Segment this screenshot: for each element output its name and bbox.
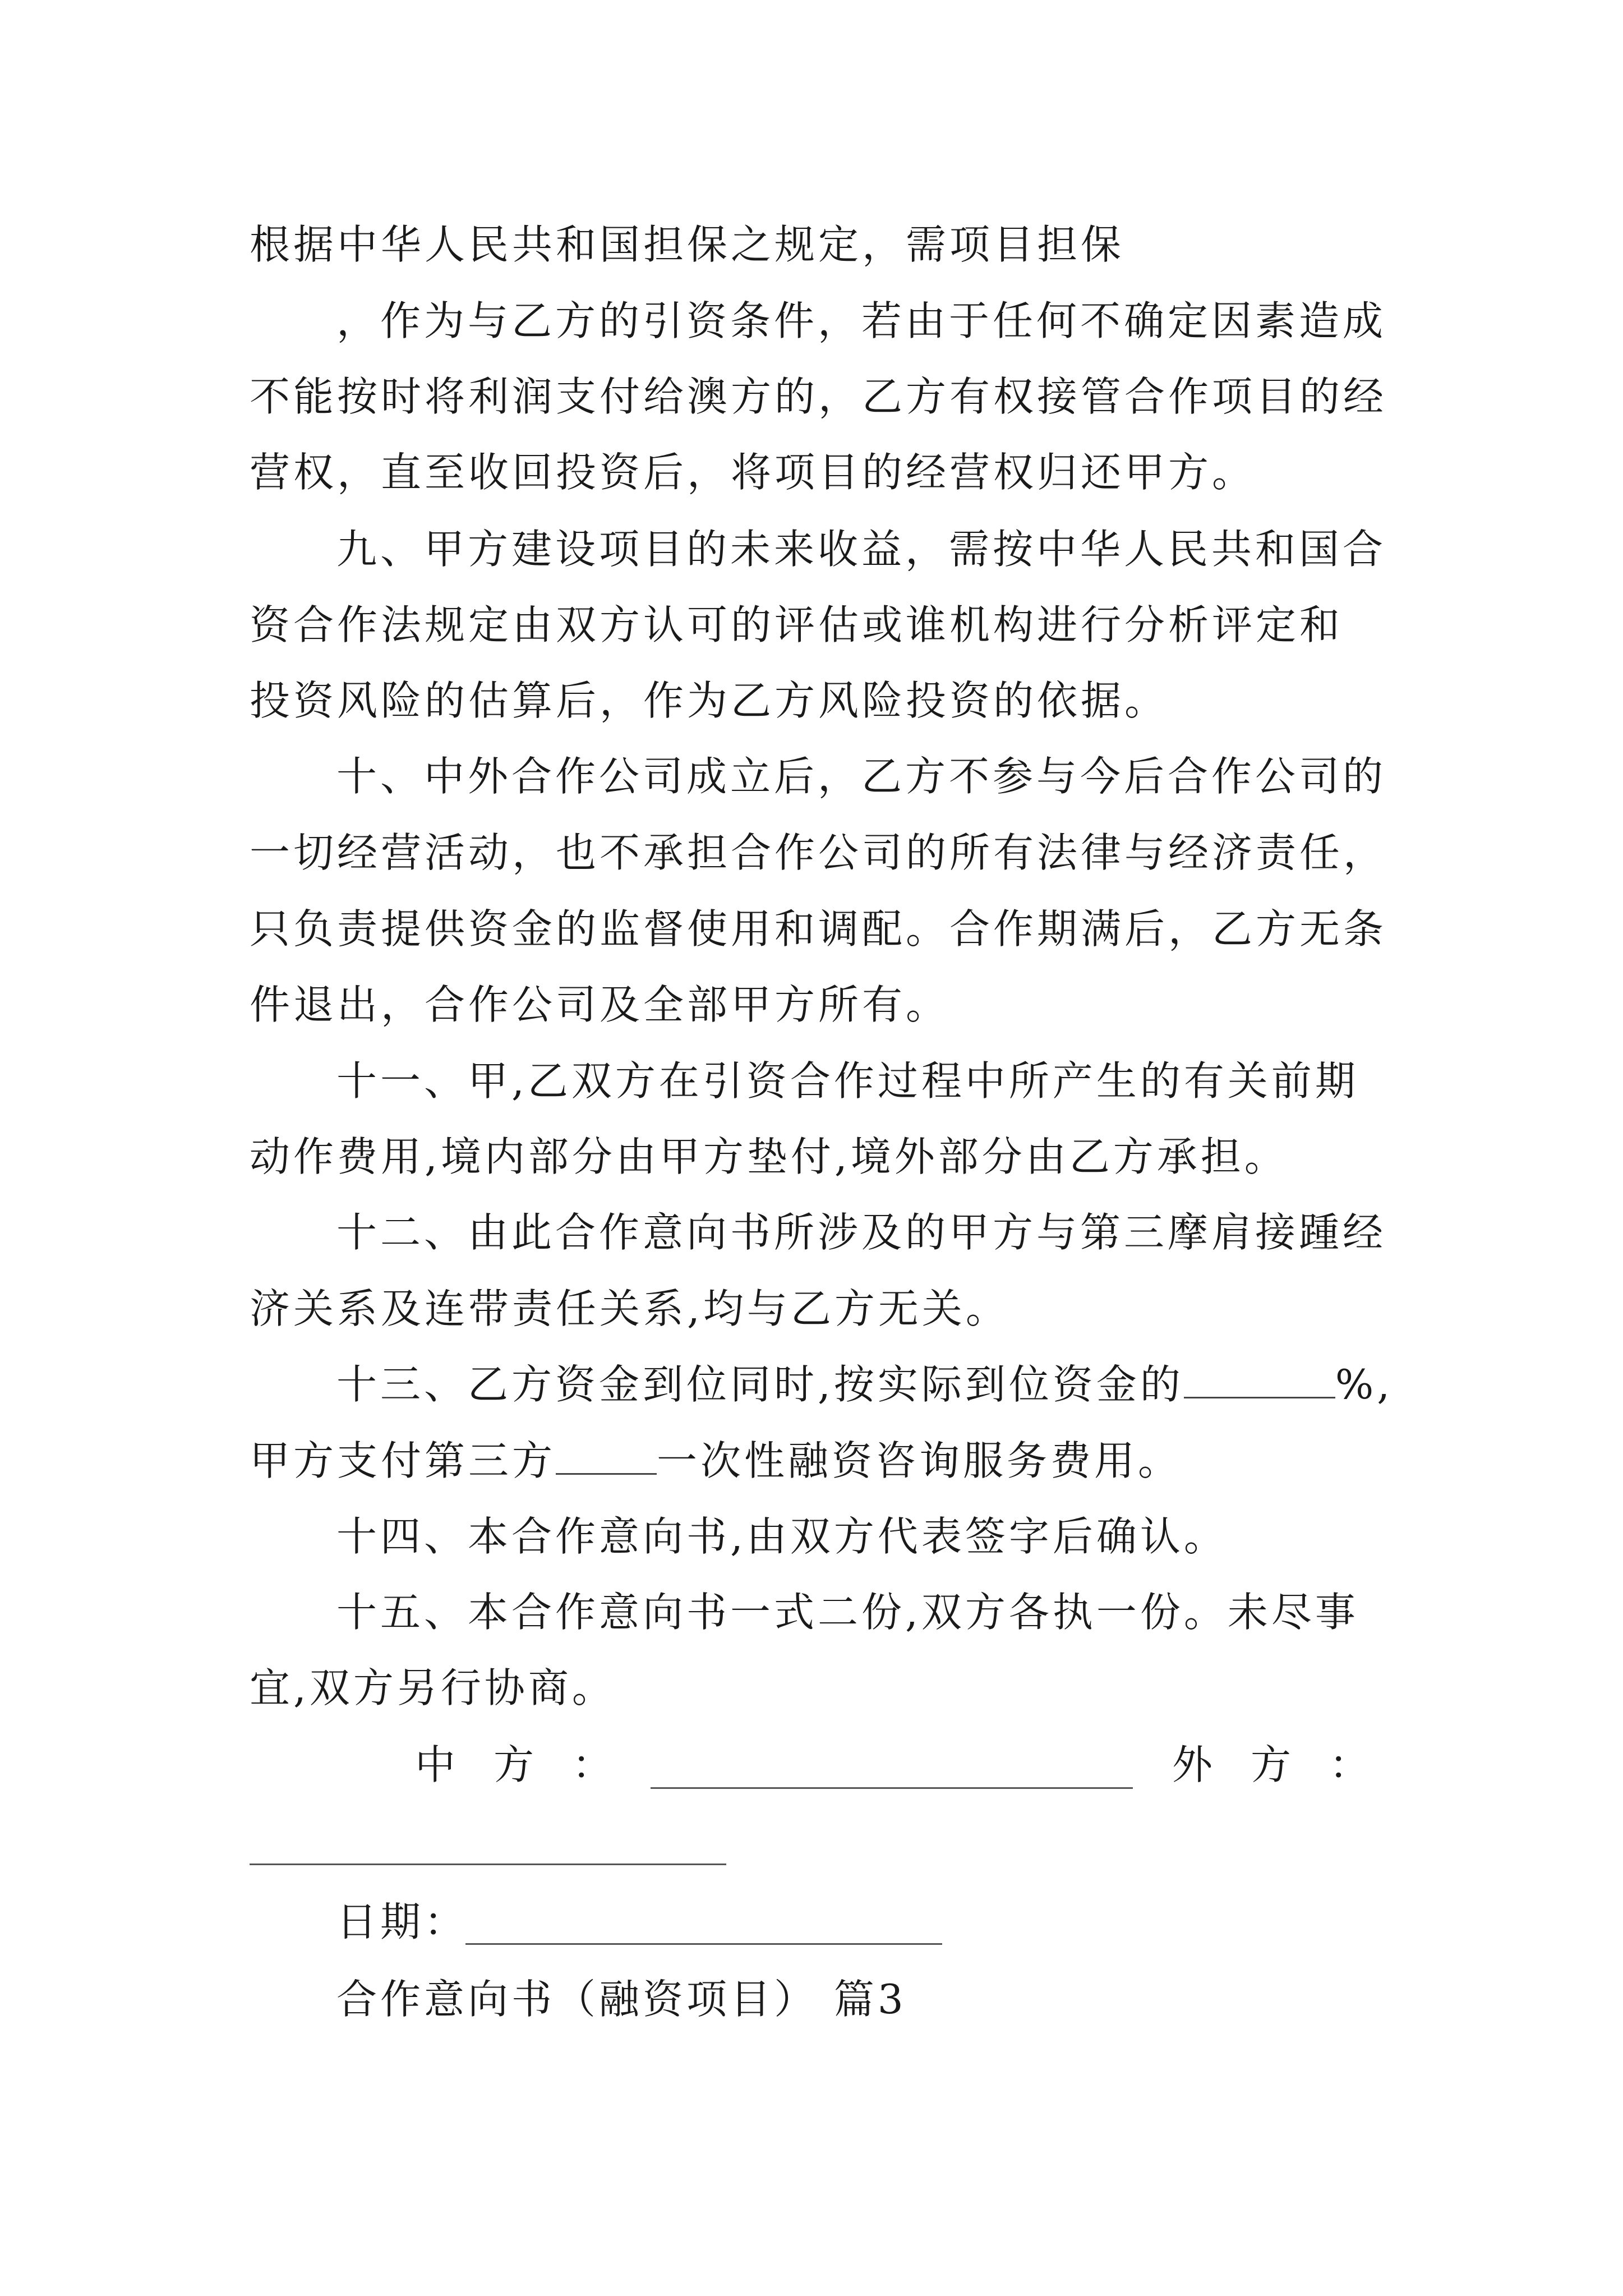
percent-blank-field[interactable] — [1184, 1396, 1335, 1398]
paragraph-line: 宜,双方另行协商。 — [250, 1664, 616, 1711]
clause-11-line: 十一、甲,乙双方在引资合作过程中所产生的有关前期 — [336, 1057, 1359, 1105]
paragraph-line: 资合作法规定由双方认可的评估或谁机构进行分析评定和 — [250, 601, 1344, 648]
clause-13-text: 十三、乙方资金到位同时,按实际到位资金的 — [336, 1361, 1184, 1408]
paragraph-line: 不能按时将利润支付给澳方的，乙方有权接管合作项目的经 — [250, 373, 1387, 420]
clause-14-line: 十四、本合作意向书,由双方代表签字后确认。 — [336, 1513, 1228, 1560]
foreign-party-signature-line[interactable] — [250, 1864, 726, 1865]
third-party-blank-field[interactable] — [556, 1473, 657, 1475]
paragraph-line: 一切经营活动，也不承担合作公司的所有法律与经济责任， — [250, 829, 1387, 876]
paragraph-line: 营权，直至收回投资后，将项目的经营权归还甲方。 — [250, 449, 1256, 496]
next-section-heading: 合作意向书（融资项目） 篇3 — [336, 1976, 907, 2023]
paragraph-line: 济关系及连带责任关系,均与乙方无关。 — [250, 1285, 1009, 1332]
foreign-party-label: 外方： — [1172, 1741, 1408, 1788]
paragraph-line: 件退出，合作公司及全部甲方所有。 — [250, 981, 950, 1028]
clause-13-text: 甲方支付第三方 — [250, 1437, 556, 1484]
paragraph-line: 根据中华人民共和国担保之规定，需项目担保 — [250, 221, 1125, 268]
china-party-label: 中方： — [415, 1741, 651, 1788]
date-blank-line[interactable] — [465, 1943, 942, 1945]
paragraph-line: 只负责提供资金的监督使用和调配。合作期满后，乙方无条 — [250, 905, 1387, 953]
clause-10-line: 十、中外合作公司成立后，乙方不参与今后合作公司的 — [336, 753, 1387, 800]
clause-13-percent: %, — [1335, 1361, 1394, 1408]
clause-15-line: 十五、本合作意向书一式二份,双方各执一份。未尽事 — [336, 1589, 1359, 1636]
date-label: 日期： — [336, 1898, 468, 1945]
clause-12-line: 十二、由此合作意向书所涉及的甲方与第三摩肩接踵经 — [336, 1209, 1387, 1256]
clause-13-line-2 — [250, 1437, 1182, 1484]
china-party-signature-line[interactable] — [651, 1787, 1133, 1789]
clause-13-text-end: 一次性融资咨询服务费用。 — [657, 1437, 1182, 1484]
clause-9-line: 九、甲方建设项目的未来收益，需按中华人民共和国合 — [336, 526, 1387, 573]
paragraph-line: 投资风险的估算后，作为乙方风险投资的依据。 — [250, 677, 1169, 724]
clause-13-line — [336, 1361, 1394, 1408]
paragraph-line: 动作费用,境内部分由甲方垫付,境外部分由乙方承担。 — [250, 1133, 1288, 1180]
paragraph-line: ，作为与乙方的引资条件，若由于任何不确定因素造成 — [336, 297, 1387, 344]
